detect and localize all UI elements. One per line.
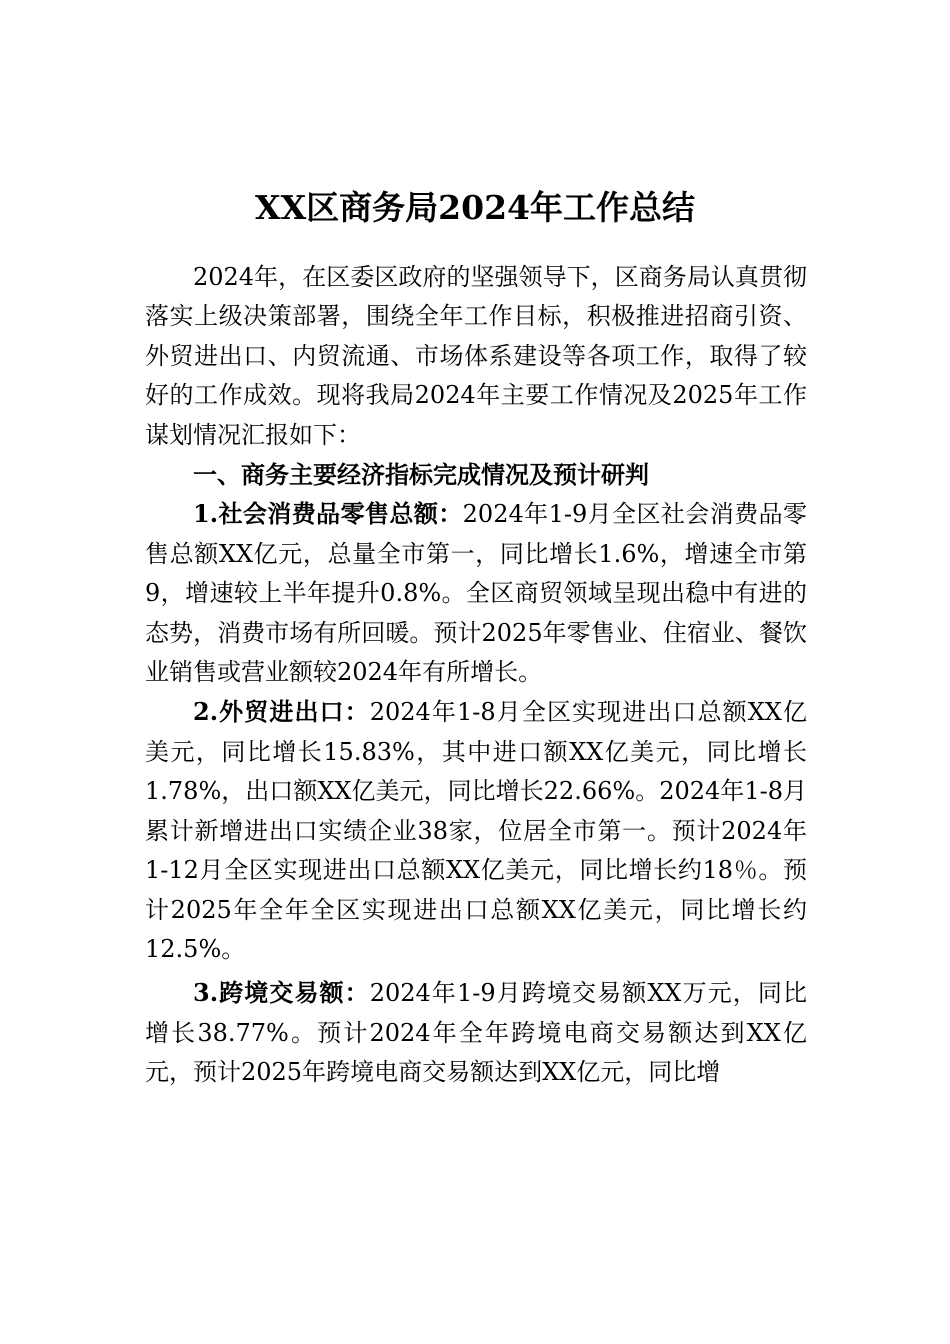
section-heading: 一、商务主要经济指标完成情况及预计研判 — [193, 460, 649, 490]
item-text-trade: 2024年1-8月全区实现进出口总额XX亿美元，同比增长15.83%，其中进口额XX亿美元，同比增长1.78%，出口额XX亿美元，同比增长22.66%。2024年1-8月累计新增进出口实绩企业38家，位居全市第一。预计2024年1-12月全区实现进出口总额XX亿美元，同比增长约18％。预计2025年全年全区实现进出口总额XX亿美元，同比增长约12.5%。 — [145, 698, 807, 963]
item-lead-trade: 2.外贸进出口： — [193, 697, 370, 727]
item-paragraph-trade — [145, 692, 807, 969]
item-text-crossborder: 2024年1-9月跨境交易额XX万元，同比增长38.77%。预计2024年全年跨境电商交易额达到XX亿元，预计2025年跨境电商交易额达到XX亿元，同比增 — [145, 979, 807, 1087]
intro-paragraph: 2024年，在区委区政府的坚强领导下，区商务局认真贯彻落实上级决策部署，围绕全年工作目标，积极推进招商引资、外贸进出口、内贸流通、市场体系建设等各项工作，取得了较好的工作成效。现将我局2024年主要工作情况及2025年工作谋划情况汇报如下： — [145, 263, 807, 449]
item-lead-retail: 1.社会消费品零售总额： — [193, 499, 463, 529]
document-body — [145, 258, 807, 1093]
item-text-retail: 2024年1-9月全区社会消费品零售总额XX亿元，总量全市第一，同比增长1.6%，增速全市第9，增速较上半年提升0.8%。全区商贸领域呈现出稳中有进的态势，消费市场有所回暖。预计2025年零售业、住宿业、餐饮业销售或营业额较2024年有所增长。 — [145, 500, 807, 687]
document-title: XX区商务局2024年工作总结 — [254, 188, 696, 228]
item-lead-crossborder: 3.跨境交易额： — [193, 978, 370, 1008]
item-paragraph-retail — [145, 494, 807, 692]
item-paragraph-crossborder — [145, 973, 807, 1092]
